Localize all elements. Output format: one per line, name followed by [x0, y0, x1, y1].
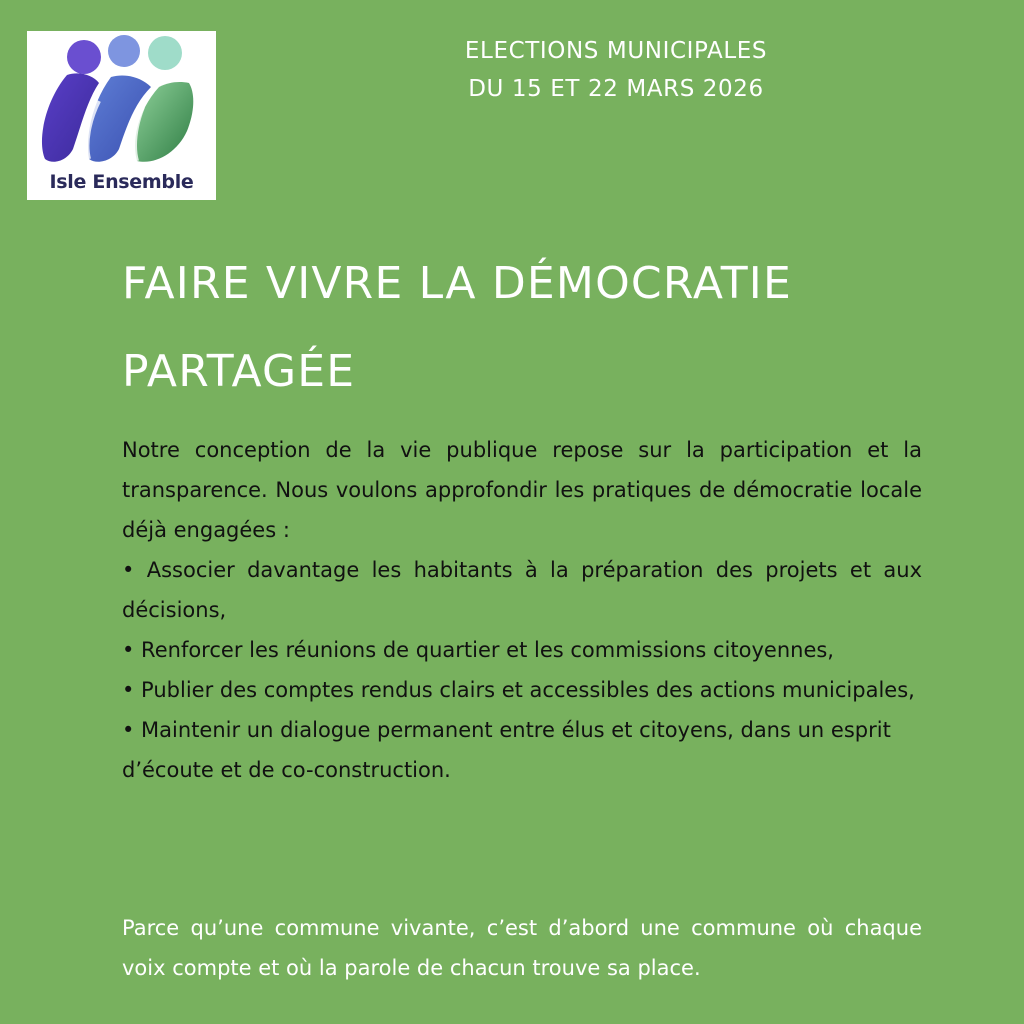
bullet-item: • Associer davantage les habitants à la préparation des projets et aux décisions,	[122, 558, 922, 622]
people-logo-icon	[27, 31, 216, 171]
page-title	[122, 240, 962, 416]
bullet-item: • Publier des comptes rendus clairs et accessibles des actions municipales,	[122, 678, 915, 702]
closing-paragraph: Parce qu’une commune vivante, c’est d’abord une commune où chaque voix compte et où la parole de chacun trouve sa place.	[122, 916, 922, 980]
bullet-item: • Maintenir un dialogue permanent entre élus et citoyens, dans un esprit d’écoute et de co-construction.	[122, 718, 891, 782]
election-header	[410, 32, 822, 108]
logo-name: Isle Ensemble	[49, 171, 194, 193]
bullet-item: • Renforcer les réunions de quartier et les commissions citoyennes,	[122, 638, 834, 662]
intro-paragraph: Notre conception de la vie publique repose sur la participation et la transparence. Nous voulons approfondir les pratiques de démocratie locale déjà engagées :	[122, 438, 922, 542]
page-title-line2: PARTAGÉE	[122, 346, 356, 397]
page-title-line1: FAIRE VIVRE LA DÉMOCRATIE	[122, 258, 792, 309]
logo	[27, 31, 216, 200]
election-title: ELECTIONS MUNICIPALES	[464, 38, 768, 64]
body-text	[122, 430, 922, 790]
election-dates: DU 15 ET 22 MARS 2026	[468, 76, 764, 102]
